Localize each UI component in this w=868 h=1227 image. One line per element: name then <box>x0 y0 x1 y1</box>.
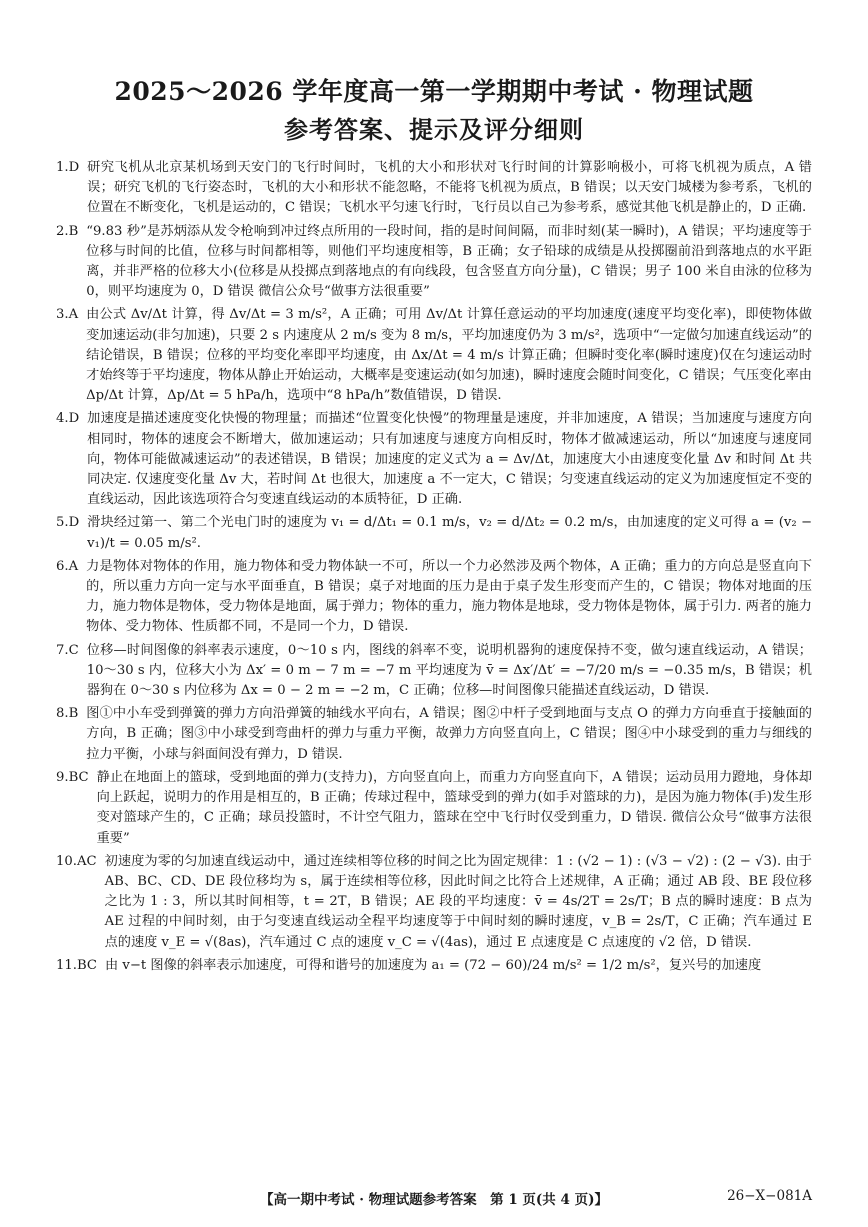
answer-choice: D <box>68 411 80 427</box>
answer-item <box>56 641 812 702</box>
answer-item <box>56 956 812 976</box>
answer-choice: B <box>68 706 79 722</box>
answer-item <box>56 222 812 303</box>
answer-explanation: 初速度为零的匀加速直线运动中，通过连续相等位移的时间之比为固定规律：1 : (√2 − 1) : (√3 − √2) : (2 − √3). 由于 AB、BC、CD、DE 段位移均为 s，属于连续相等位移，因此时间之比符合上述规律，A 正确；通过 AB 段、BE 段位移之比为 1 : 3，所以其时间相等，t = 2T，B 错误；AE 段的平均速度：v̄ = 4s/2T = 2s/T；B 点的瞬时速度：B 点为 AE 过程的中间时刻，由于匀变速直线运动全程平均速度等于中间时刻的瞬时速度，v_B = 2s/T，C 正确；汽车通过 E 点的速度 v_E = √(8as)，汽车通过 C 点的速度 v_C = √(4as)，通过 E 点速度是 C 点速度的 √2 倍，D 错误. <box>104 853 812 950</box>
answer-explanation: “9.83 秒”是苏炳添从发令枪响到冲过终点所用的一段时间，指的是时间间隔，而非时刻(某一瞬时)，A 错误；平均速度等于位移与时间的比值，位移与时间都相等，则他们平均速度相等，B 正确；女子铅球的成绩是从投掷圈前沿到落地点的水平距离，并非严格的位移大小(位移是从投掷点到落地点的有向线段，包含竖直方向分量)，C 错误；男子 100 米自由泳的位移为 0，则平均速度为 0，D 错误 微信公众号“做事方法很重要” <box>86 223 812 300</box>
answer-number: 6. <box>56 558 69 574</box>
answer-explanation: 图①中小车受到弹簧的弹力方向沿弹簧的轴线水平向右，A 错误；图②中杆子受到地面与支点 O 的弹力方向垂直于接触面的方向，B 正确；图③中小球受到弯曲杆的弹力与重力平衡，故弹力方向竖直向上，C 错误；图④中小球受到的重力与细线的拉力平衡，小球与斜面间没有弹力，D 错误. <box>86 706 812 762</box>
answer-explanation: 滑块经过第一、第二个光电门时的速度为 v₁ = d/Δt₁ = 0.1 m/s，v₂ = d/Δt₂ = 0.2 m/s，由加速度的定义可得 a = (v₂ − v₁)/t = 0.05 m/s². <box>87 515 812 551</box>
answer-number: 1. <box>56 160 69 175</box>
answer-choice: BC <box>68 769 89 785</box>
answer-explanation: 由公式 Δv/Δt 计算，得 Δv/Δt = 3 m/s²，A 正确；可用 Δv/Δt 计算任意运动的平均加速度(速度平均变化率)，即使物体做变加速运动(非匀加速)，只要 2 s 内速度从 2 m/s 变为 8 m/s，平均加速度仍为 3 m/s²，选项中“一定做匀加速直线运动”的结论错误，B 错误；位移的平均变化率即平均速度，由 Δx/Δt = 4 m/s 计算正确；但瞬时变化率(瞬时速度)仅在匀速运动时才始终等于平均速度，物体从静止开始运动，大概率是变速运动(如匀加速)，瞬时速度会随时间变化，C 错误；气压变化率由 Δp/Δt 计算，Δp/Δt = 5 hPa/h，选项中“8 hPa/h”数值错误，D 错误. <box>86 307 812 404</box>
answer-choice: B <box>68 223 79 239</box>
answer-number: 9. <box>56 769 69 785</box>
answer-explanation: 加速度是描述速度变化快慢的物理量；而描述“位置变化快慢”的物理量是速度，并非加速度，A 错误；当加速度与速度方向相同时，物体的速度会不断增大，做加速运动；只有加速度与速度方向相反时，物体才做减速运动，所以“加速度与速度同向，物体可能做减速运动”的表述错误，B 错误；加速度的定义式为 a = Δv/Δt，加速度大小由速度变化量 Δv 和时间 Δt 共同决定. 仅速度变化量 Δv 大，若时间 Δt 也很大，加速度 a 不一定大，C 错误；匀变速直线运动的定义为加速度恒定不变的直线运动，因此该选项符合匀变速直线运动的本质特征，D 正确. <box>87 411 812 508</box>
footer-page-info: 【高一期中考试 · 物理试题参考答案 第 1 页(共 4 页)】 <box>260 1192 608 1208</box>
answer-item <box>56 768 812 849</box>
page-subtitle: 参考答案、提示及评分细则 <box>284 115 584 144</box>
answer-number: 7. <box>56 642 69 658</box>
answer-number: 4. <box>56 411 69 427</box>
answer-choice: A <box>68 558 79 574</box>
answer-explanation: 研究飞机从北京某机场到天安门的飞行时间时，飞机的大小和形状对飞行时间的计算影响极小，可将飞机视为质点，A 错误；研究飞机的飞行姿态时，飞机的大小和形状不能忽略，不能将飞机视为质点，B 错误；以天安门城楼为参考系，飞机的位置在不断变化，飞机是运动的，C 错误；飞机水平匀速飞行时，飞行员以自己为参考系，感觉其他飞机是静止的，D 正确. <box>87 160 812 216</box>
answer-item <box>56 305 812 406</box>
answer-item <box>56 704 812 765</box>
answer-item <box>56 158 812 219</box>
page-title: 2025～2026 学年度高一第一学期期中考试 · 物理试题 <box>114 77 754 106</box>
answer-number: 10. <box>56 853 77 869</box>
answer-number: 3. <box>56 307 69 323</box>
answer-explanation: 力是物体对物体的作用，施力物体和受力物体缺一不可，所以一个力必然涉及两个物体，A 正确；重力的方向总是竖直向下的，所以重力方向一定与水平面垂直，B 错误；桌子对地面的压力是由于桌子发生形变而产生的，C 错误；物体对地面的压力，施力物体是物体，受力物体是地面，属于弹力；物体的重力，施力物体是地球，受力物体是物体，属于引力. 两者的施力物体、受力物体、性质都不同，不是同一个力，D 错误. <box>86 558 812 635</box>
answer-item <box>56 557 812 638</box>
answer-number: 5. <box>56 515 69 531</box>
answer-choice: D <box>68 160 80 175</box>
answer-choice: BC <box>76 957 98 973</box>
answer-list <box>56 158 812 979</box>
answer-explanation: 静止在地面上的篮球，受到地面的弹力(支持力)，方向竖直向上，而重力方向竖直向下，A 错误；运动员用力蹬地，身体却向上跃起，说明力的作用是相互的，B 正确；传球过程中，篮球受到的弹力(如手对篮球的力)，是因为施力物体(手)发生形变对篮球产生的，C 正确；球员投篮时，不计空气阻力，篮球在空中飞行时仅受到重力，D 错误. 微信公众号“做事方法很重要” <box>96 769 812 846</box>
answer-explanation: 由 v−t 图像的斜率表示加速度，可得和谐号的加速度为 a₁ = (72 − 60)/24 m/s² = 1/2 m/s²，复兴号的加速度 <box>105 957 762 973</box>
answer-explanation: 位移—时间图像的斜率表示速度，0～10 s 内，图线的斜率不变，说明机器狗的速度保持不变，做匀速直线运动，A 错误；10～30 s 内，位移大小为 Δx′ = 0 m − 7 m = −7 m 平均速度为 v̄ = Δx′/Δt′ = −7/20 m/s = −0.35 m/s，B 错误；机器狗在 0～30 s 内位移为 Δx = 0 − 2 m = −2 m，C 正确；位移—时间图像只能描述直线运动，D 错误. <box>86 642 812 699</box>
footer-doc-code: 26−X−081A <box>727 1188 812 1204</box>
answer-choice: AC <box>76 853 97 869</box>
answer-item <box>56 852 812 953</box>
answer-choice: D <box>68 515 80 531</box>
answer-number: 8. <box>56 706 69 722</box>
answer-number: 2. <box>56 223 69 239</box>
answer-item <box>56 409 812 510</box>
answer-choice: C <box>68 642 79 658</box>
answer-choice: A <box>68 307 79 323</box>
answer-item <box>56 513 812 553</box>
answer-number: 11. <box>56 957 77 973</box>
